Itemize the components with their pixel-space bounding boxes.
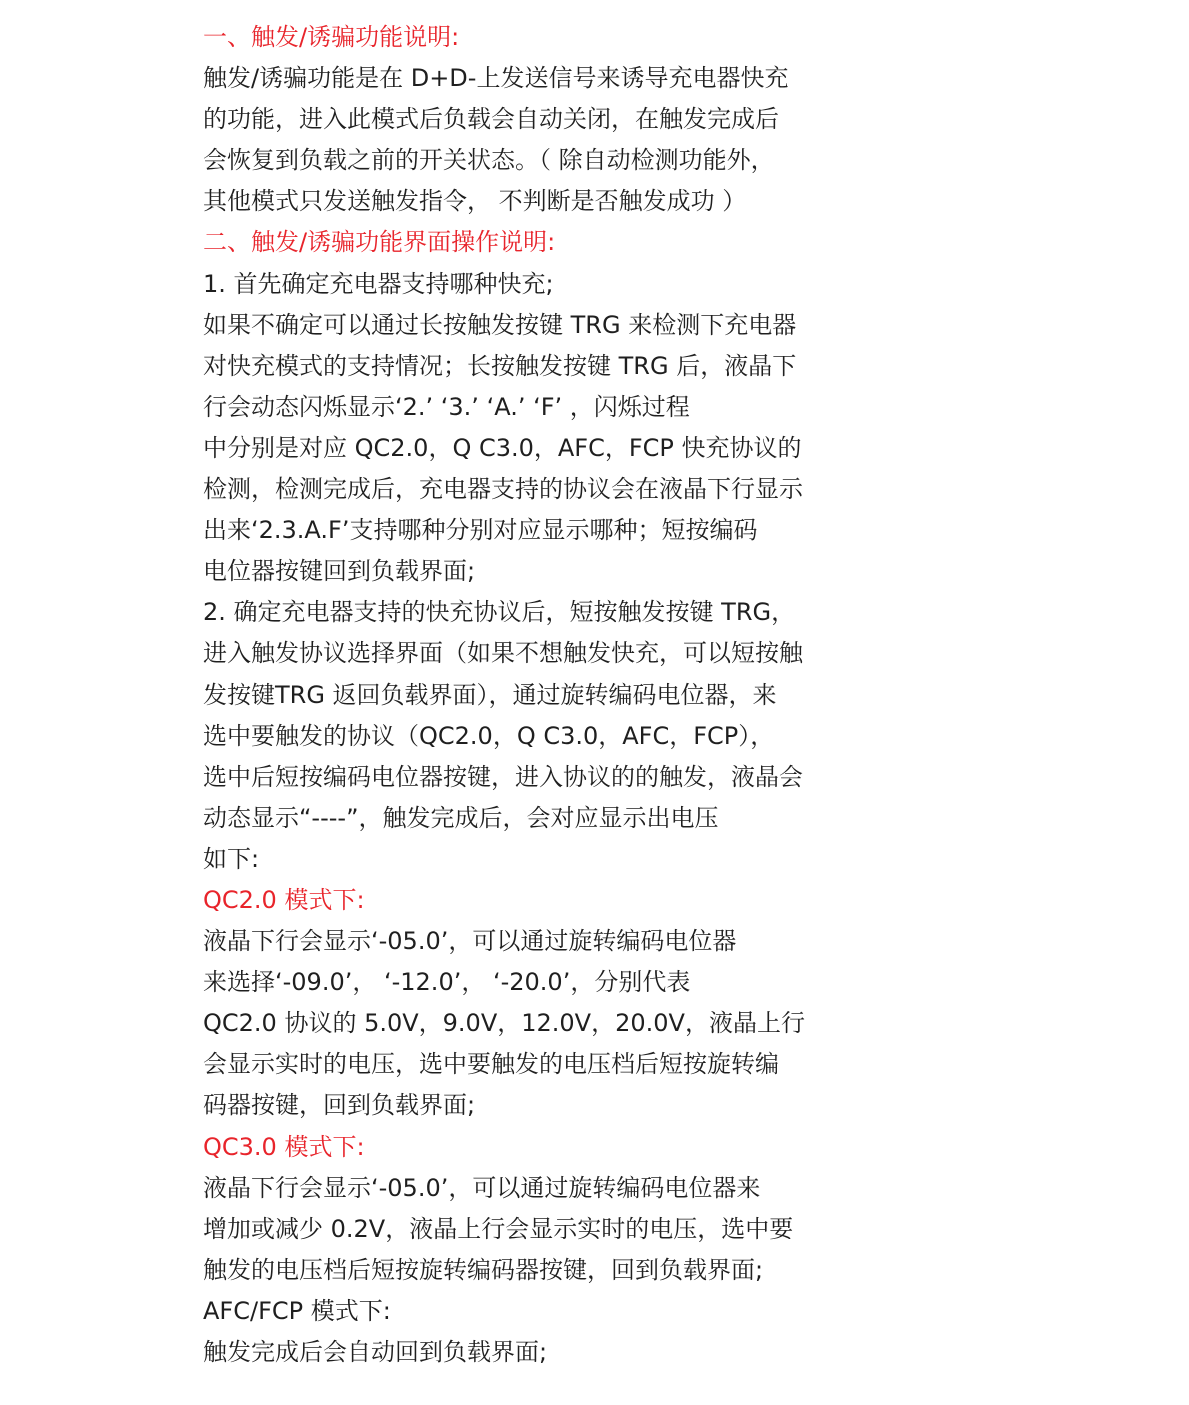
paragraph-line: 其他模式只发送触发指令， 不判断是否触发成功 ）	[203, 187, 747, 216]
paragraph-line: 检测，检测完成后，充电器支持的协议会在液晶下行显示	[203, 475, 803, 504]
paragraph-line: 选中后短按编码电位器按键，进入协议的的触发，液晶会	[203, 762, 803, 791]
qc20-mode-heading: QC2.0 模式下:	[203, 885, 365, 914]
paragraph-line: 会显示实时的电压，选中要触发的电压档后短按旋转编	[203, 1050, 779, 1079]
paragraph-line: 如下:	[203, 844, 260, 873]
step-1-heading: 1. 首先确定充电器支持哪种快充;	[203, 269, 554, 298]
paragraph-line: 行会动态闪烁显示‘2.’ ‘3.’ ‘A.’ ‘F’ ，闪烁过程	[203, 392, 690, 421]
afc-fcp-mode-heading: AFC/FCP 模式下:	[203, 1296, 391, 1325]
paragraph-line: 出来‘2.3.A.F’支持哪种分别对应显示哪种；短按编码	[203, 516, 758, 545]
paragraph-line: 的功能，进入此模式后负载会自动关闭，在触发完成后	[203, 105, 779, 134]
paragraph-line: 选中要触发的协议（QC2.0，Q C3.0，AFC，FCP），	[203, 721, 775, 750]
paragraph-line: 触发的电压档后短按旋转编码器按键，回到负载界面;	[203, 1255, 764, 1284]
paragraph-line: 触发/诱骗功能是在 D+D-上发送信号来诱导充电器快充	[203, 64, 789, 93]
section-heading-1: 一、触发/诱骗功能说明:	[203, 23, 460, 51]
paragraph-line: 液晶下行会显示‘-05.0’，可以通过旋转编码电位器	[203, 927, 737, 956]
paragraph-line: 进入触发协议选择界面（如果不想触发快充，可以短按触	[203, 639, 803, 668]
paragraph-line: 发按键TRG 返回负载界面），通过旋转编码电位器，来	[203, 680, 777, 709]
step-2-heading: 2. 确定充电器支持的快充协议后，短按触发按键 TRG，	[203, 598, 796, 627]
paragraph-line: 码器按键，回到负载界面;	[203, 1091, 476, 1120]
paragraph-line: 会恢复到负载之前的开关状态。（ 除自动检测功能外，	[203, 146, 775, 175]
paragraph-line: 来选择‘-09.0’， ‘-12.0’， ‘-20.0’，分别代表	[203, 968, 691, 997]
paragraph-line: 对快充模式的支持情况；长按触发按键 TRG 后，液晶下	[203, 351, 797, 380]
qc30-mode-heading: QC3.0 模式下:	[203, 1132, 365, 1161]
paragraph-line: 动态显示“----”，触发完成后，会对应显示出电压	[203, 803, 719, 832]
paragraph-line: 液晶下行会显示‘-05.0’，可以通过旋转编码电位器来	[203, 1173, 761, 1202]
paragraph-line: 电位器按键回到负载界面;	[203, 557, 476, 586]
paragraph-line: 触发完成后会自动回到负载界面;	[203, 1338, 548, 1366]
paragraph-line: 增加或减少 0.2V，液晶上行会显示实时的电压，选中要	[203, 1214, 794, 1243]
paragraph-line: QC2.0 协议的 5.0V，9.0V，12.0V，20.0V，液晶上行	[203, 1009, 805, 1038]
paragraph-line: 如果不确定可以通过长按触发按键 TRG 来检测下充电器	[203, 310, 797, 339]
paragraph-line: 中分别是对应 QC2.0，Q C3.0，AFC，FCP 快充协议的	[203, 433, 802, 462]
document-body	[203, 17, 843, 1373]
section-heading-2: 二、触发/诱骗功能界面操作说明:	[203, 228, 556, 257]
